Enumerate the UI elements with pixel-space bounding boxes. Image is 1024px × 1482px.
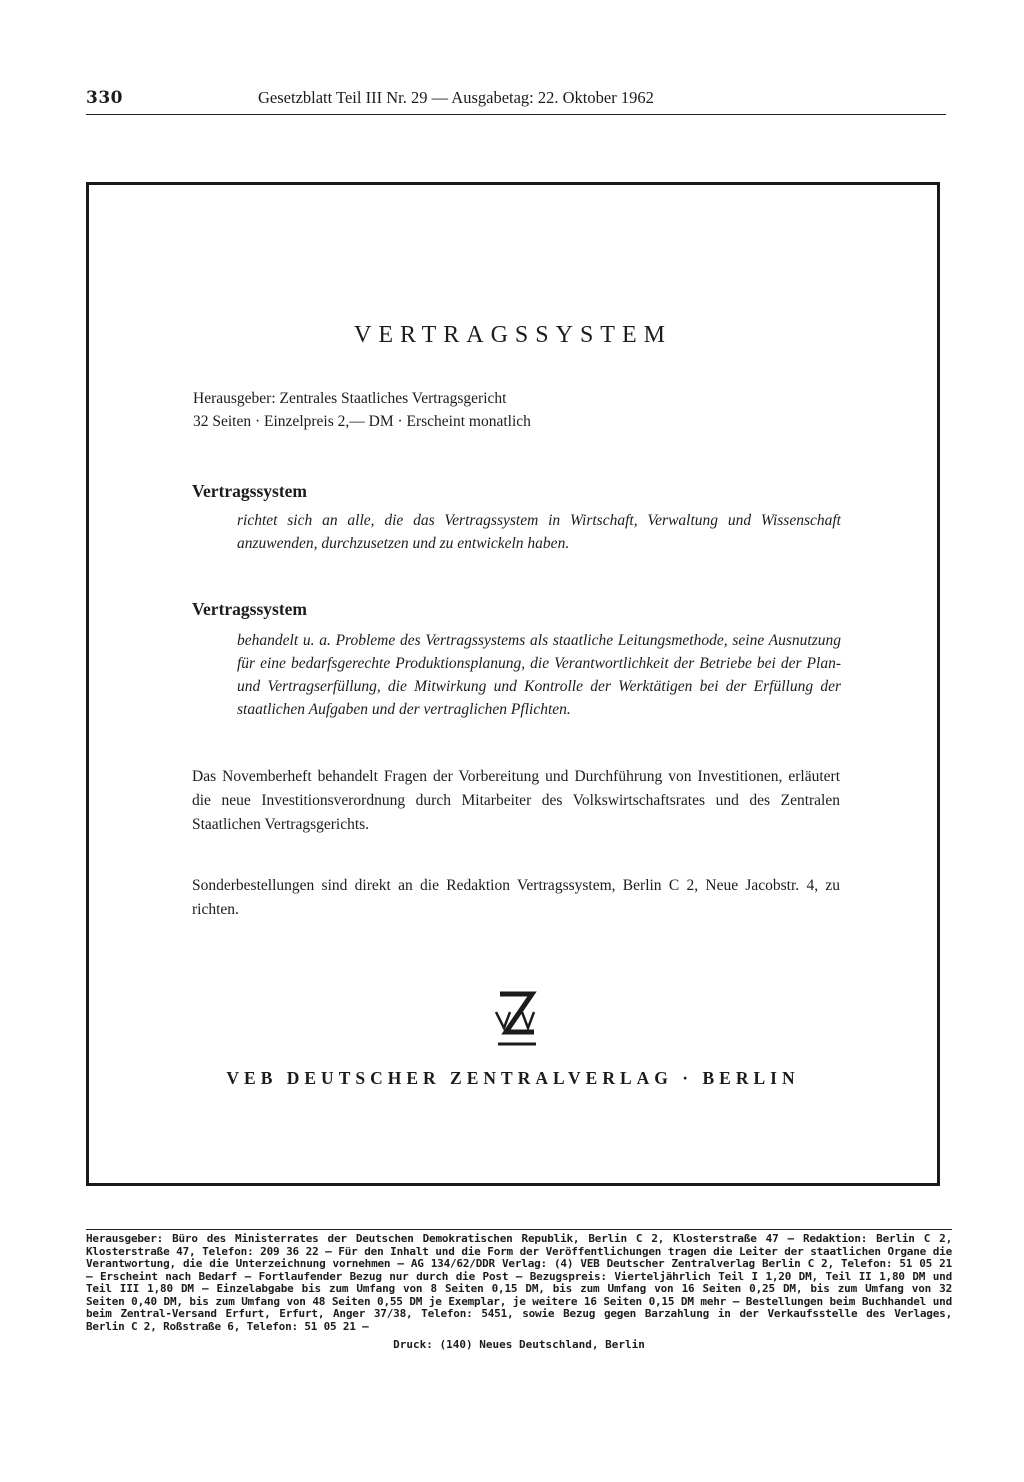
ad-details-line: 32 Seiten · Einzelpreis 2,— DM · Erscheint monatlich: [193, 413, 531, 430]
ad-title: VERTRAGSSYSTEM: [354, 322, 672, 348]
section-heading-1: Vertragssystem: [192, 481, 308, 501]
ad-publisher-line: Herausgeber: Zentrales Staatliches Vertragsgericht: [193, 390, 507, 407]
running-head: Gesetzblatt Teil III Nr. 29 — Ausgabetag: 22. Oktober 1962: [258, 88, 654, 107]
footer-rule: [86, 1229, 952, 1230]
section-body-1: richtet sich an alle, die das Vertragssystem in Wirtschaft, Verwaltung und Wissenschaft anzuwenden, durchzusetzen und zu entwickeln haben.: [237, 512, 841, 552]
zentralverlag-logo-icon: [492, 988, 542, 1050]
order-paragraph: Sonderbestellungen sind direkt an die Redaktion Vertragssystem, Berlin C 2, Neue Jacobstr. 4, zu richten.: [192, 877, 840, 918]
publisher-name: VEB DEUTSCHER ZENTRALVERLAG · BERLIN: [226, 1068, 800, 1088]
section-heading-2: Vertragssystem: [192, 599, 308, 619]
section-body-2: behandelt u. a. Probleme des Vertragssystems als staatliche Leitungsmethode, seine Ausnutzung für eine bedarfsgerechte Produktionsplanung, die Verantwortlichkeit der Betriebe bei der Plan- und Vertragserfüllung, die Mitwirkung und Kontrolle der Werktätigen bei der Erfüllung der staatlichen Aufgaben und der vertraglichen Pflichten.: [237, 632, 841, 718]
publisher-logo: [492, 988, 542, 1050]
november-paragraph: Das Novemberheft behandelt Fragen der Vorbereitung und Durchführung von Investitionen, erläutert die neue Investitionsverordnung durch Mitarbeiter des Volkswirtschaftsrates und des Zentralen Staatlichen Vertragsgerichts.: [192, 768, 840, 833]
imprint-text: Herausgeber: Büro des Ministerrates der Deutschen Demokratischen Republik, Berlin C 2, Klosterstraße 47 — Redaktion: Berlin C 2, Klosterstraße 47, Telefon: 209 36 22 — Für den Inhalt und die Form der Veröffentlichungen tragen die Leiter der staatlichen Organe die Verantwortung, die die Unterzeichnung vornehmen — AG 134/62/DDR Verlag: (4) VEB Deutscher Zentralverlag Berlin C 2, Telefon: 51 05 21 — Erscheint nach Bedarf — Fortlaufender Bezug nur durch die Post — Bezugspreis: Vierteljährlich Teil I 1,20 DM, Teil II 1,80 DM und Teil III 1,80 DM — Einzelabgabe bis zum Umfang von 8 Seiten 0,15 DM, bis zum Umfang von 16 Seiten 0,25 DM, bis zum Umfang von 32 Seiten 0,40 DM, bis zum Umfang von 48 Seiten 0,55 DM je Exemplar, je weitere 16 Seiten 0,15 DM mehr — Bestellungen beim Buchhandel und beim Zentral-Versand Erfurt, Erfurt, Anger 37/38, Telefon: 5451, sowie Bezug gegen Barzahlung in der Verkaufsstelle des Verlages, Berlin C 2, Roßstraße 6, Telefon: 51 05 21 —: [86, 1232, 952, 1333]
header-rule: [86, 114, 946, 115]
page-number: 330: [86, 88, 123, 108]
print-line: Druck: (140) Neues Deutschland, Berlin: [393, 1338, 645, 1351]
